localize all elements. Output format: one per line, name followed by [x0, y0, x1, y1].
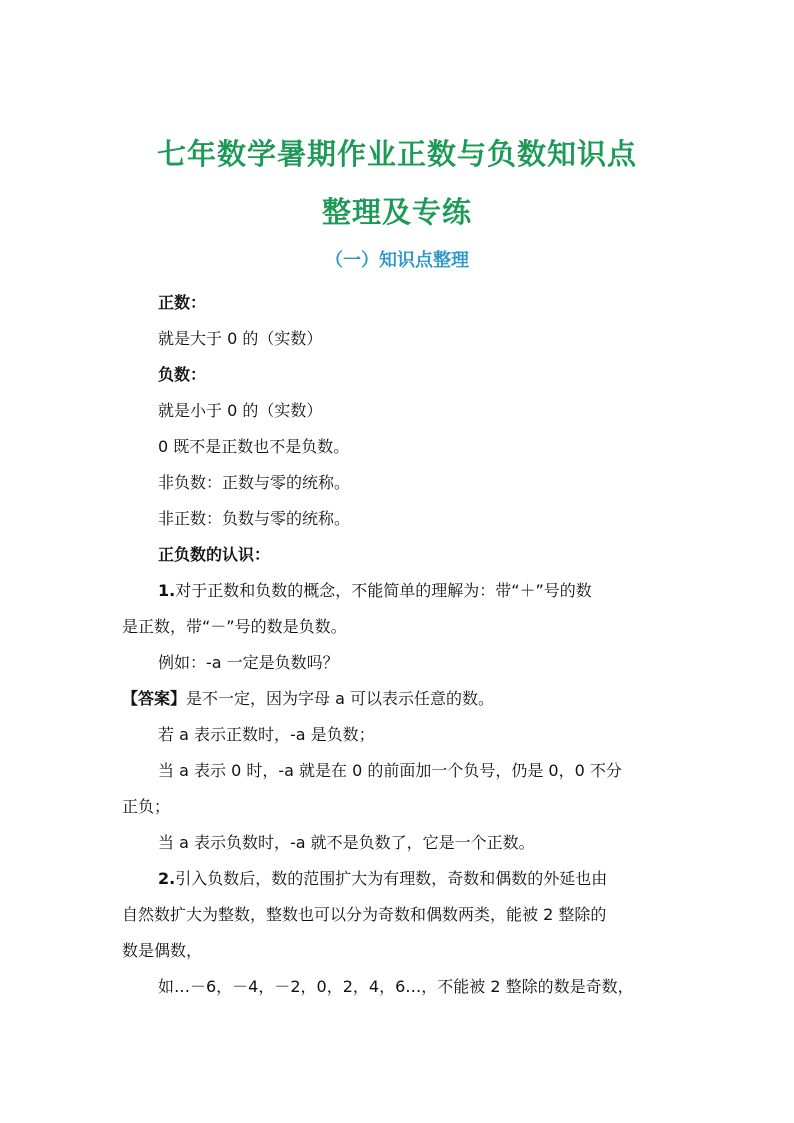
negative-label: 负数：	[158, 365, 207, 384]
point2-line2: 自然数扩大为整数，整数也可以分为奇数和偶数两类，能被 2 整除的	[122, 905, 607, 924]
answer-text: 是不一定，因为字母 a 可以表示任意的数。	[186, 689, 494, 708]
point2-number: 2.	[158, 869, 176, 888]
case-zero-line2: 正负；	[122, 797, 171, 816]
example-question: 例如：-a 一定是负数吗？	[158, 653, 339, 672]
case-negative: 当 a 表示负数时，-a 就不是负数了，它是一个正数。	[158, 833, 535, 852]
point2-text: 引入负数后，数的范围扩大为有理数，奇数和偶数的外延也由	[175, 869, 608, 888]
nonpositive-definition: 非正数：负数与零的统称。	[158, 509, 351, 528]
point2-line3: 数是偶数，	[122, 941, 203, 960]
point2-line1	[158, 866, 607, 889]
document-title-line2: 整理及专练	[321, 195, 472, 229]
positive-label: 正数：	[158, 293, 207, 312]
point1-line2: 是正数，带“－”号的数是负数。	[122, 617, 347, 636]
document-title-line1: 七年数学暑期作业正数与负数知识点	[156, 137, 637, 171]
recognition-label: 正负数的认识：	[158, 545, 271, 564]
point1-text: 对于正数和负数的概念，不能简单的理解为：带“＋”号的数	[175, 581, 592, 600]
case-positive: 若 a 表示正数时，-a 是负数；	[158, 725, 375, 744]
point1-number: 1.	[158, 581, 176, 600]
point2-line4: 如…－6，－4，－2，0，2，4，6…，不能被 2 整除的数是奇数，	[158, 977, 634, 996]
case-zero-line1: 当 a 表示 0 时，-a 就是在 0 的前面加一个负号，仍是 0，0 不分	[158, 761, 622, 780]
positive-definition: 就是大于 0 的（实数）	[158, 329, 323, 348]
point1-line1	[158, 578, 592, 601]
answer-tag: 【答案】	[122, 689, 187, 708]
zero-note: 0 既不是正数也不是负数。	[158, 437, 350, 456]
nonnegative-definition: 非负数：正数与零的统称。	[158, 473, 351, 492]
negative-definition: 就是小于 0 的（实数）	[158, 401, 323, 420]
answer-line	[122, 686, 494, 709]
section-heading: （一）知识点整理	[325, 250, 469, 271]
